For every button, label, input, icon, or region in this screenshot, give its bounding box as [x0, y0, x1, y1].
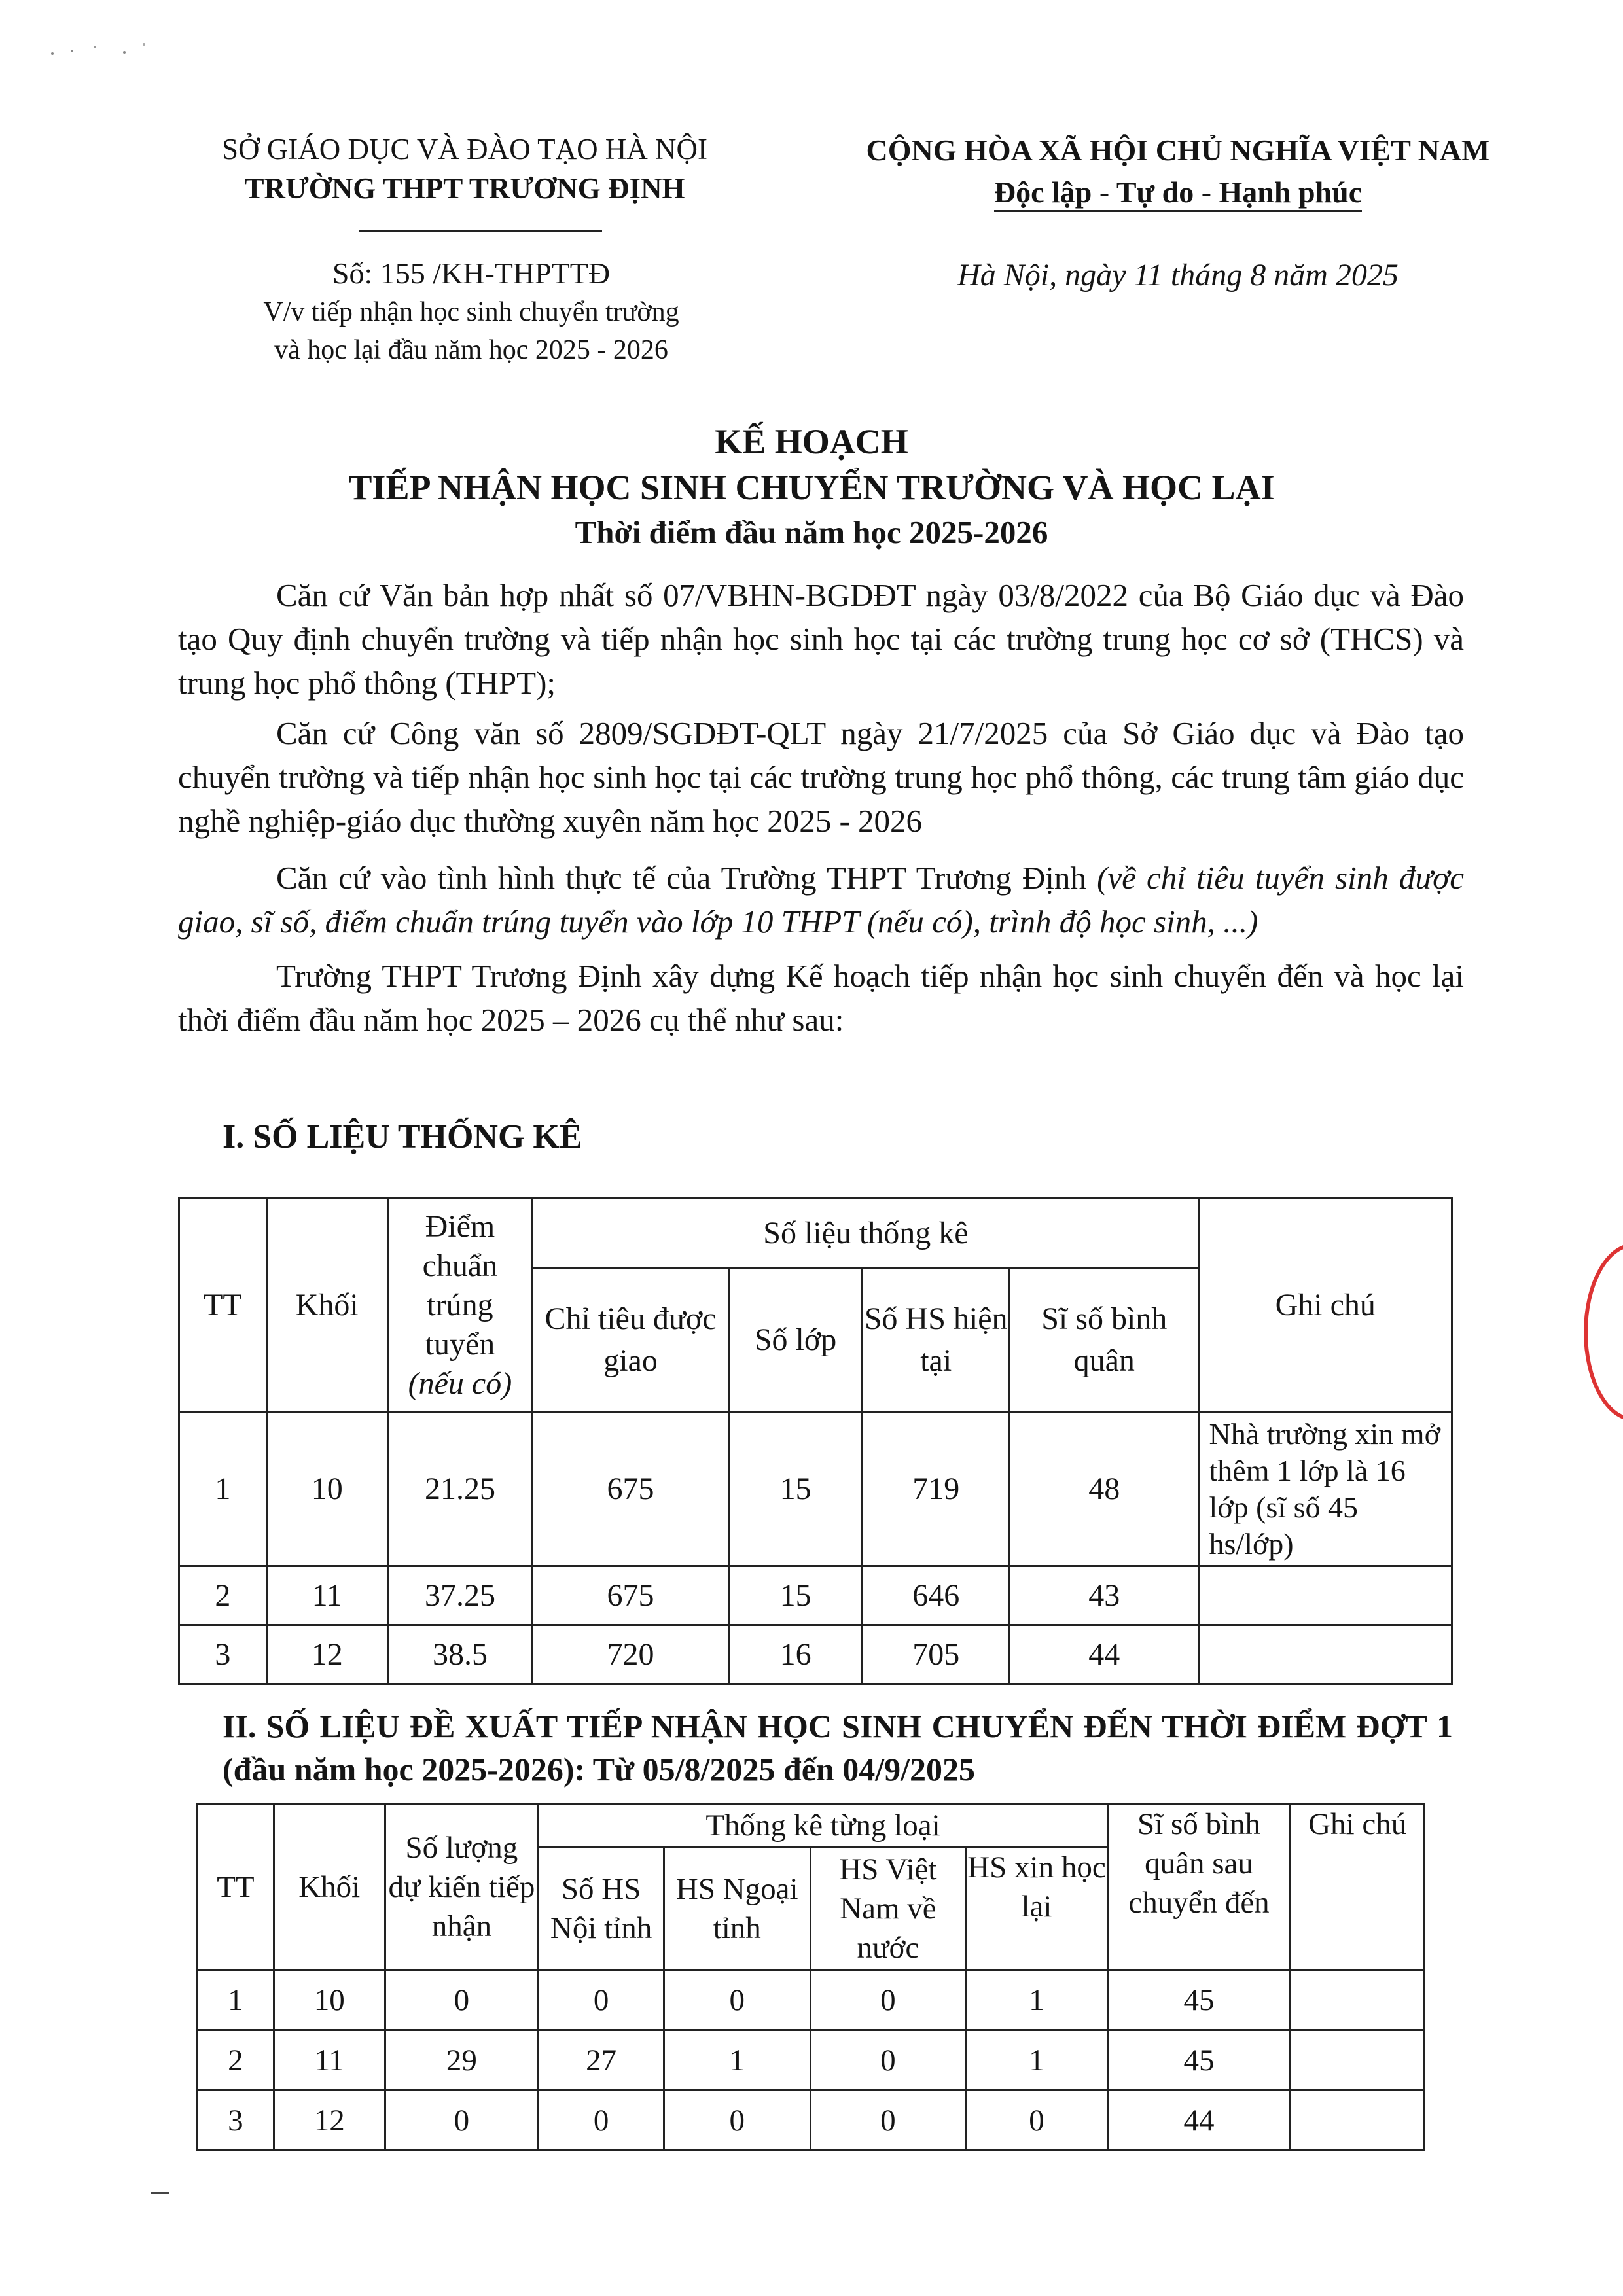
cell-tt: 2: [198, 2030, 274, 2091]
cell-so-hs: 719: [863, 1412, 1010, 1566]
title-line-2: TIẾP NHẬN HỌC SINH CHUYỂN TRƯỜNG VÀ HỌC LẠI: [348, 468, 1275, 507]
header-khoi: Khối: [266, 1199, 387, 1412]
cell-chi-tieu: 675: [533, 1412, 728, 1566]
cell-si-so: 43: [1010, 1566, 1200, 1625]
header-ghi-chu: Ghi chú: [1199, 1199, 1452, 1412]
place-date: Hà Nội, ngày 11 tháng 8 năm 2025: [957, 258, 1399, 292]
issuer-underline: [359, 230, 602, 232]
paragraph-3-lead: Căn cứ vào tình hình thực tế của Trường THPT Trương Định: [276, 860, 1097, 896]
header-ngoai-tinh: HS Ngoại tỉnh: [664, 1847, 810, 1970]
cell-so-lop: 15: [728, 1412, 863, 1566]
cell-si-so: 48: [1010, 1412, 1200, 1566]
paragraph-3-italic: (về chỉ tiêu tuyển sinh được giao, sĩ số, điểm chuẩn trúng tuyển vào lớp 10 THPT (nếu có), trình độ học sinh, ...): [178, 860, 1464, 940]
table-row: [179, 1566, 1452, 1625]
cell-so-hs: 705: [863, 1625, 1010, 1684]
cell-si-so: 44: [1010, 1625, 1200, 1684]
section-1-heading: I. SỐ LIỆU THỐNG KÊ: [223, 1118, 582, 1156]
header-statistics-group: Số liệu thống kê: [533, 1199, 1199, 1268]
header-so-luong: Số lượng dự kiến tiếp nhận: [385, 1804, 539, 1970]
national-heading: [812, 130, 1544, 213]
cell-so-lop: 16: [728, 1625, 863, 1684]
scan-mark: [151, 2192, 169, 2194]
school-name: TRƯỜNG THPT TRƯƠNG ĐỊNH: [244, 172, 685, 205]
cell-diem: 37.25: [387, 1566, 533, 1625]
cell-chi-tieu: 675: [533, 1566, 728, 1625]
motto: [812, 171, 1544, 213]
paragraph-legal-basis-1: Căn cứ Văn bản hợp nhất số 07/VBHN-BGDĐT ngày 03/8/2022 của Bộ Giáo dục và Đào tạo Quy định chuyển trường và tiếp nhận học sinh học tại các trường trung học cơ sở (THCS) và trung học phổ thông (THPT);: [178, 577, 1464, 701]
section-2-heading: II. SỐ LIỆU ĐỀ XUẤT TIẾP NHẬN HỌC SINH CHUYỂN ĐẾN THỜI ĐIỂM ĐỢT 1 (đầu năm học 2025-2026): Từ 05/8/2025 đến 04/9/2025: [223, 1708, 1453, 1788]
cell-hoc-lai: 0: [966, 2091, 1108, 2151]
header-si-so: Sĩ số bình quân: [1010, 1268, 1200, 1412]
cell-khoi: 10: [266, 1412, 387, 1566]
cell-si-so: 45: [1107, 1970, 1291, 2030]
cell-ghi-chu: Nhà trường xin mở thêm 1 lớp là 16 lớp (sĩ số 45 hs/lớp): [1199, 1412, 1452, 1566]
paragraph-legal-basis-2: Căn cứ Công văn số 2809/SGDĐT-QLT ngày 21/7/2025 của Sở Giáo dục và Đào tạo chuyển trường và tiếp nhận học sinh học tại các trường trung học phổ thông, các trung tâm giáo dục nghề nghiệp-giáo dục thường xuyên năm học 2025 - 2026: [178, 715, 1464, 839]
header-so-hs: Số HS hiện tại: [863, 1268, 1010, 1412]
header-khoi: Khối: [274, 1804, 385, 1970]
cell-ngoai-tinh: 0: [664, 1970, 810, 2030]
cell-ghi-chu: [1291, 2030, 1425, 2091]
cell-khoi: 12: [274, 2091, 385, 2151]
paragraph-legal-basis-3: [178, 856, 1464, 944]
cell-noi-tinh: 0: [539, 1970, 664, 2030]
cell-so-hs: 646: [863, 1566, 1010, 1625]
country-name: CỘNG HÒA XÃ HỘI CHỦ NGHĨA VIỆT NAM: [866, 133, 1490, 167]
title-line-3: Thời điểm đầu năm học 2025-2026: [575, 514, 1048, 550]
cell-noi-tinh: 0: [539, 2091, 664, 2151]
header-diem-chuan: [387, 1199, 533, 1412]
agency-name: SỞ GIÁO DỤC VÀ ĐÀO TẠO HÀ NỘI: [221, 133, 708, 166]
cell-diem: 38.5: [387, 1625, 533, 1684]
header-noi-tinh: Số HS Nội tỉnh: [539, 1847, 664, 1970]
cell-so-luong: 29: [385, 2030, 539, 2091]
issuer-block: [170, 130, 759, 208]
cell-viet-nam: 0: [810, 2091, 966, 2151]
cell-khoi: 10: [274, 1970, 385, 2030]
header-viet-nam: HS Việt Nam về nước: [810, 1847, 966, 1970]
cell-si-so: 44: [1107, 2091, 1291, 2151]
paragraph-plan-intro: Trường THPT Trương Định xây dựng Kế hoạch tiếp nhận học sinh chuyển đến và học lại thời điểm đầu năm học 2025 – 2026 cụ thể như sau:: [178, 958, 1464, 1038]
cell-tt: 2: [179, 1566, 267, 1625]
subject-line-1: V/v tiếp nhận học sinh chuyển trường: [263, 297, 679, 327]
cell-hoc-lai: 1: [966, 1970, 1108, 2030]
body-text: [178, 573, 1464, 1042]
cell-hoc-lai: 1: [966, 2030, 1108, 2091]
subject-line-2: và học lại đầu năm học 2025 - 2026: [274, 335, 668, 365]
cell-tt: 3: [179, 1625, 267, 1684]
header-so-lop: Số lớp: [728, 1268, 863, 1412]
cell-khoi: 11: [266, 1566, 387, 1625]
header-hoc-lai: HS xin học lại: [966, 1847, 1108, 1970]
cell-viet-nam: 0: [810, 1970, 966, 2030]
statistics-table: [178, 1197, 1453, 1685]
table-row: [179, 1625, 1452, 1684]
header-si-so-sau: Sĩ số bình quân sau chuyển đến: [1107, 1804, 1291, 1970]
table-row: [198, 1970, 1425, 2030]
header-ghi-chu: Ghi chú: [1291, 1804, 1425, 1970]
cell-tt: 1: [179, 1412, 267, 1566]
cell-ghi-chu: [1291, 2091, 1425, 2151]
red-seal-fragment: [1584, 1243, 1623, 1421]
scan-specks: [46, 39, 164, 59]
doc-number: Số: 155 /KH-THPTTĐ: [332, 256, 611, 290]
cell-si-so: 45: [1107, 2030, 1291, 2091]
cell-so-lop: 15: [728, 1566, 863, 1625]
table-row: [198, 2030, 1425, 2091]
document-title: [131, 419, 1492, 555]
cell-ghi-chu: [1199, 1566, 1452, 1625]
cell-so-luong: 0: [385, 1970, 539, 2030]
header-tt: TT: [179, 1199, 267, 1412]
cell-so-luong: 0: [385, 2091, 539, 2151]
table-row: [179, 1412, 1452, 1566]
cell-chi-tieu: 720: [533, 1625, 728, 1684]
cell-ngoai-tinh: 1: [664, 2030, 810, 2091]
motto-text: Độc lập - Tự do - Hạnh phúc: [994, 175, 1362, 212]
header-tt: TT: [198, 1804, 274, 1970]
header-diem-label: Điểm chuẩn trúng tuyển: [422, 1209, 498, 1362]
header-diem-note: (nếu có): [408, 1366, 512, 1401]
header-type-group: Thống kê từng loại: [539, 1804, 1107, 1847]
cell-ghi-chu: [1199, 1625, 1452, 1684]
cell-tt: 1: [198, 1970, 274, 2030]
document-reference: [196, 254, 746, 369]
cell-viet-nam: 0: [810, 2030, 966, 2091]
transfer-proposal-table: [196, 1803, 1425, 2151]
cell-tt: 3: [198, 2091, 274, 2151]
title-line-1: KẾ HOẠCH: [715, 422, 908, 461]
table-row: [198, 2091, 1425, 2151]
cell-diem: 21.25: [387, 1412, 533, 1566]
cell-ngoai-tinh: 0: [664, 2091, 810, 2151]
header-chi-tieu: Chỉ tiêu được giao: [533, 1268, 728, 1412]
cell-ghi-chu: [1291, 1970, 1425, 2030]
cell-noi-tinh: 27: [539, 2030, 664, 2091]
cell-khoi: 12: [266, 1625, 387, 1684]
cell-khoi: 11: [274, 2030, 385, 2091]
